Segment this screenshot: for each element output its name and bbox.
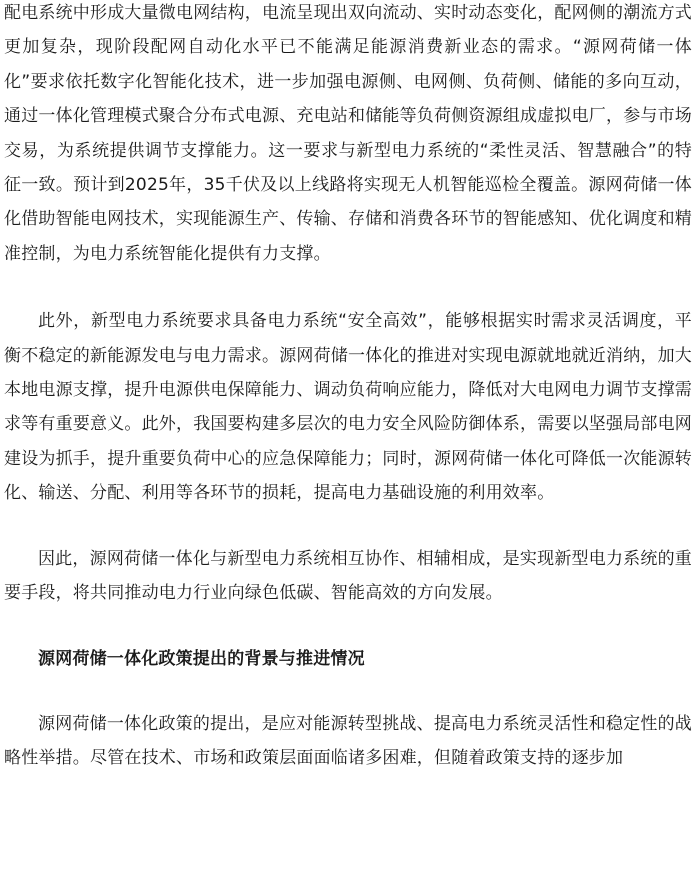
paragraph-policy-background: 源网荷储一体化政策的提出，是应对能源转型挑战、提高电力系统灵活性和稳定性的战略性举措。尽管在技术、市场和政策层面面临诸多困难，但随着政策支持的逐步加 — [4, 713, 692, 769]
article-body — [4, 0, 692, 776]
paragraph-spacer — [4, 611, 692, 642]
paragraph-smart-grid: 配电系统中形成大量微电网结构，电流呈现出双向流动、实时动态变化，配网侧的潮流方式更加复杂，现阶段配网自动化水平已不能满足能源消费新业态的需求。“源网荷储一体化”要求依托数字化智能化技术，进一步加强电源侧、电网侧、负荷侧、储能的多向互动，通过一体化管理模式聚合分布式电源、充电站和储能等负荷侧资源组成虚拟电厂，参与市场交易，为系统提供调节支撑能力。这一要求与新型电力系统的“柔性灵活、智慧融合”的特征一致。预计到2025年，35千伏及以上线路将实现无人机智能巡检全覆盖。源网荷储一体化借助智能电网技术，实现能源生产、传输、存储和消费各环节的智能感知、优化调度和精准控制，为电力系统智能化提供有力支撑。 — [4, 3, 692, 264]
paragraph-conclusion: 因此，源网荷储一体化与新型电力系统相互协作、相辅相成，是实现新型电力系统的重要手段，将共同推动电力行业向绿色低碳、智能高效的方向发展。 — [4, 548, 692, 604]
section-heading: 源网荷储一体化政策提出的背景与推进情况 — [38, 648, 365, 669]
paragraph-spacer — [4, 676, 692, 707]
paragraph-spacer — [4, 271, 692, 304]
paragraph-spacer — [4, 511, 692, 542]
paragraph-safety-efficiency: 此外，新型电力系统要求具备电力系统“安全高效”，能够根据实时需求灵活调度，平衡不稳定的新能源发电与电力需求。源网荷储一体化的推进对实现电源就地就近消纳，加大本地电源支撑，提升电源供电保障能力、调动负荷响应能力，降低对大电网电力调节支撑需求等有重要意义。此外，我国要构建多层次的电力安全风险防御体系，需要以坚强局部电网建设为抓手，提升重要负荷中心的应急保障能力；同时，源网荷储一体化可降低一次能源转化、输送、分配、利用等各环节的损耗，提高电力基础设施的利用效率。 — [4, 311, 692, 504]
